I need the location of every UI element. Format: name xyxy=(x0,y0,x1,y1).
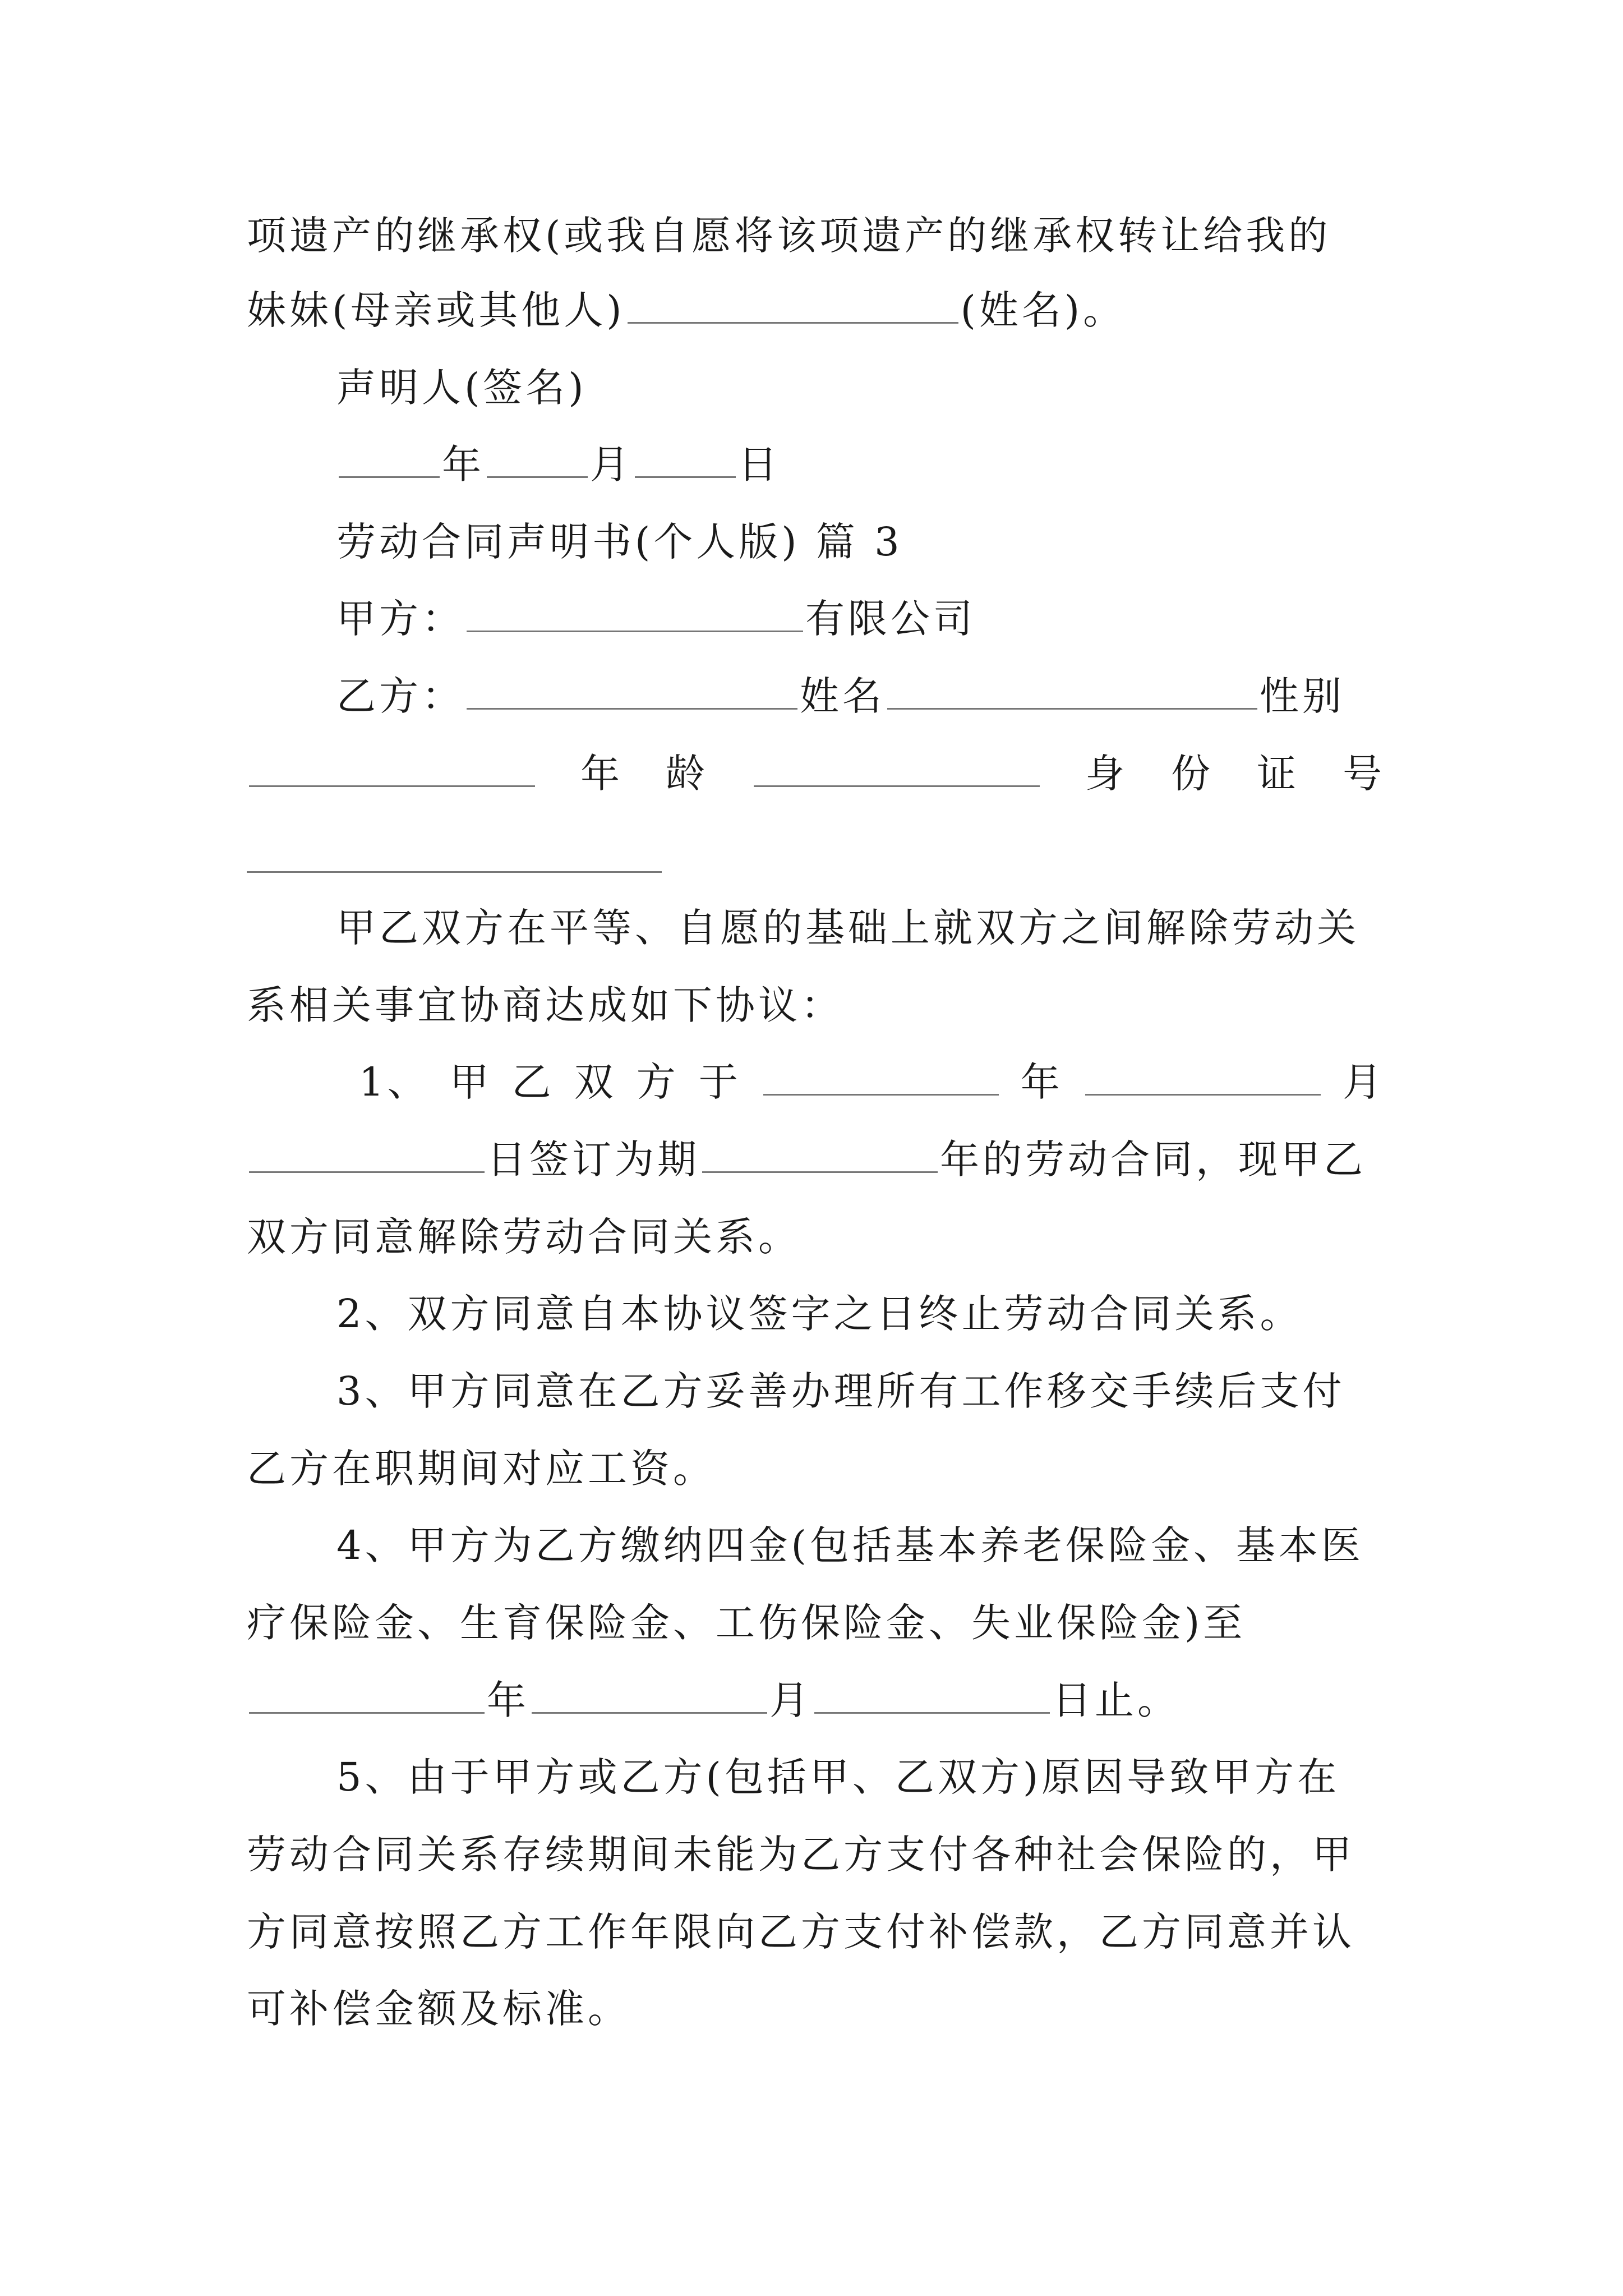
text: 年的劳动合同，现甲乙 xyxy=(940,1137,1366,1182)
text: 双 xyxy=(574,1059,617,1105)
item-1-line xyxy=(359,1055,1385,1109)
text: 双方同意解除劳动合同关系。 xyxy=(247,1214,801,1260)
year-blank xyxy=(249,1677,485,1714)
text: 甲方： xyxy=(336,596,464,642)
text-line xyxy=(336,1364,1385,1418)
text-line xyxy=(247,1905,1385,1959)
text-line xyxy=(247,978,1385,1032)
date-line xyxy=(247,1673,1385,1727)
text: 证 xyxy=(1257,751,1299,797)
name-blank xyxy=(887,673,1257,710)
text: 年 xyxy=(1020,1059,1063,1105)
text: 于 xyxy=(698,1059,741,1105)
text: 乙方： xyxy=(336,673,464,719)
text: 疗保险金、生育保险金、工伤保险金、失业保险金)至 xyxy=(247,1600,1246,1646)
text-line xyxy=(247,1596,1385,1650)
text: 姓名 xyxy=(800,673,885,719)
text: 乙 xyxy=(511,1059,555,1105)
party-a-line xyxy=(336,592,1385,646)
text: 3、甲方同意在乙方妥善办理所有工作移交手续后支付 xyxy=(336,1368,1345,1414)
text: 方 xyxy=(636,1059,679,1105)
text-line xyxy=(336,901,1385,955)
day-blank xyxy=(249,1136,485,1173)
text-line xyxy=(247,1828,1385,1881)
text: 性别 xyxy=(1260,673,1345,719)
day-blank xyxy=(814,1677,1050,1714)
text: 日签订为期 xyxy=(487,1137,700,1182)
text: 劳动合同关系存续期间未能为乙方支付各种社会保险的，甲 xyxy=(247,1832,1355,1878)
text: 日 xyxy=(738,441,781,487)
section-title xyxy=(336,515,1385,569)
text: 甲乙双方在平等、自愿的基础上就双方之间解除劳动关 xyxy=(336,905,1359,951)
age-id-line xyxy=(247,747,1385,800)
text-line xyxy=(247,1982,1385,2036)
text: 年 xyxy=(487,1677,529,1723)
party-b-blank xyxy=(467,673,797,710)
date-line xyxy=(336,438,1385,491)
text: 份 xyxy=(1171,751,1214,797)
text: 有限公司 xyxy=(805,596,976,642)
company-blank xyxy=(467,595,803,632)
text: 身 xyxy=(1085,751,1128,797)
text: 5、由于甲方或乙方(包括甲、乙双方)原因导致甲方在 xyxy=(336,1754,1340,1800)
text-line xyxy=(247,283,1385,337)
text-line xyxy=(336,1750,1385,1804)
text: 可补偿金额及标准。 xyxy=(247,1986,630,2032)
text: 月 xyxy=(1342,1059,1385,1105)
text: (姓名)。 xyxy=(960,287,1126,333)
year-blank xyxy=(339,441,440,478)
month-blank xyxy=(487,441,588,478)
text: 乙方在职期间对应工资。 xyxy=(247,1446,716,1492)
age-blank xyxy=(754,750,1040,787)
text: 年 xyxy=(442,441,485,487)
id-number-blank xyxy=(247,871,662,873)
month-blank xyxy=(1085,1059,1321,1096)
text: 妹妹(母亲或其他人) xyxy=(247,287,625,333)
text-line xyxy=(336,361,1385,415)
text-line xyxy=(247,209,1385,263)
party-b-line xyxy=(336,669,1385,723)
age-label: 年 龄 xyxy=(580,751,708,797)
text: 日止。 xyxy=(1052,1677,1180,1723)
text: 号 xyxy=(1343,751,1385,797)
text-line xyxy=(247,1133,1385,1186)
year-blank xyxy=(763,1059,999,1096)
text: 甲 xyxy=(449,1059,492,1105)
text: 2、双方同意自本协议签字之日终止劳动合同关系。 xyxy=(336,1291,1303,1337)
text: 方同意按照乙方工作年限向乙方支付补偿款，乙方同意并认 xyxy=(247,1909,1355,1955)
text-line xyxy=(336,1287,1385,1341)
month-blank xyxy=(532,1677,767,1714)
text: 劳动合同声明书(个人版) 篇 3 xyxy=(336,519,903,565)
gender-blank xyxy=(249,750,535,787)
text-line xyxy=(336,1519,1385,1572)
text: 月 xyxy=(769,1677,812,1723)
text: 1、 xyxy=(359,1059,430,1105)
term-blank xyxy=(702,1136,938,1173)
text: 月 xyxy=(590,441,633,487)
day-blank xyxy=(635,441,736,478)
text: 项遗产的继承权(或我自愿将该项遗产的继承权转让给我的 xyxy=(247,213,1331,259)
name-blank xyxy=(628,287,958,324)
declarant-signature-label: 声明人(签名) xyxy=(336,365,587,411)
text: 4、甲方为乙方缴纳四金(包括基本养老保险金、基本医 xyxy=(336,1522,1364,1568)
text: 系相关事宜协商达成如下协议： xyxy=(247,982,843,1028)
text-line xyxy=(247,1210,1385,1264)
text-line xyxy=(247,1442,1385,1496)
